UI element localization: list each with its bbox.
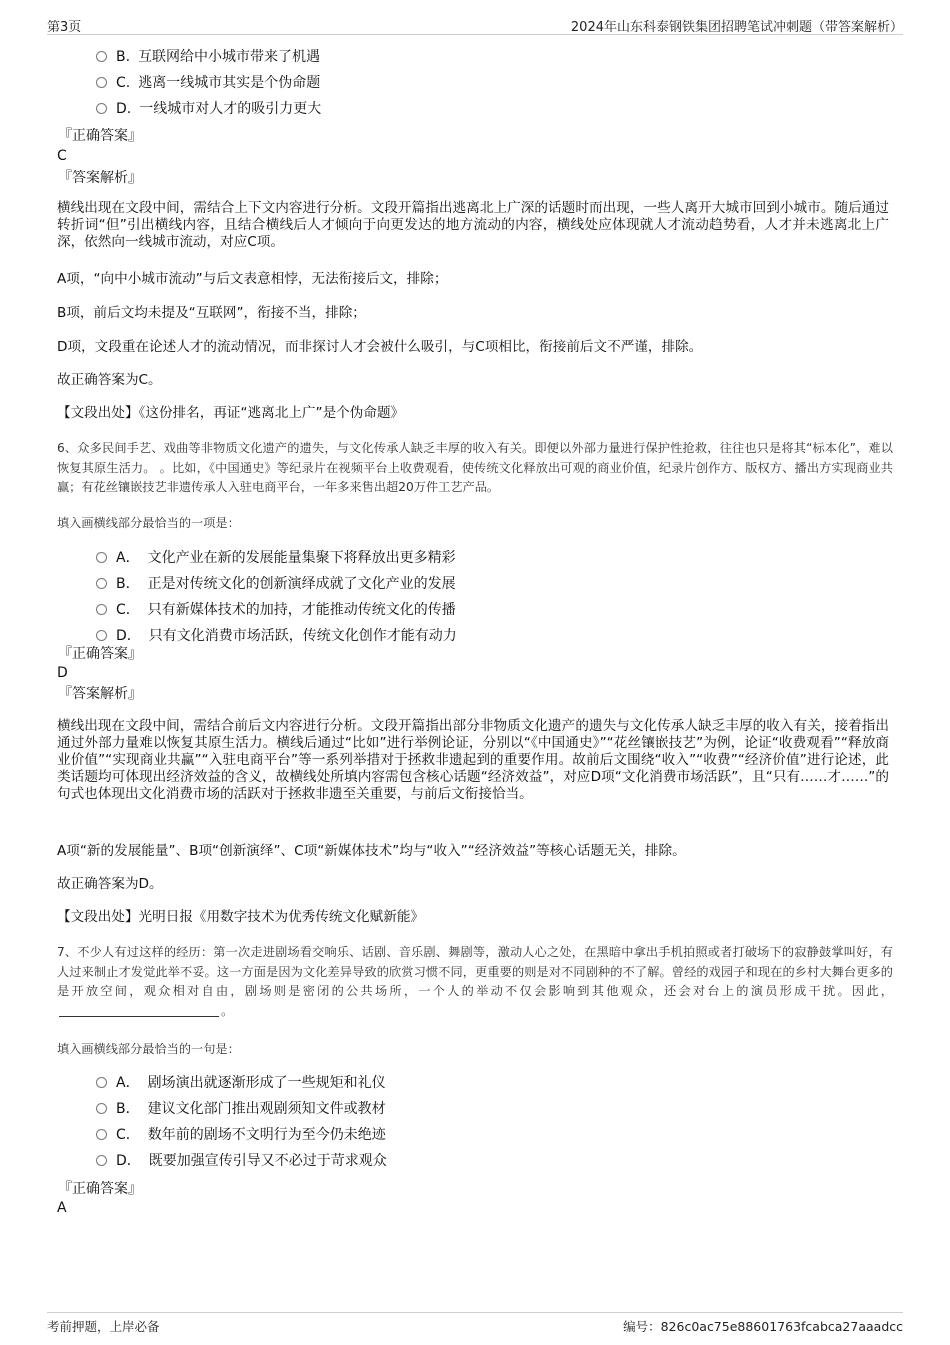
- document-title: 2024年山东科泰钢铁集团招聘笔试冲刺题（带答案解析）: [570, 20, 903, 35]
- q7-question-text: 7、不少人有过这样的经历：第一次走进剧场看交响乐、话剧、音乐剧、舞剧等，激动人心之处，在黑暗中拿出手机拍照或者打破场下的寂静鼓掌叫好，有人过来制止才发觉此举不妥。这一方面是因为文化差异导致的欣赏习惯不同，更重要的则是对不同剧种的不了解。曾经的戏园子和现在的乡村大舞台更多的是开放空间，观众相对自由，剧场则是密闭的公共场所，一个人的举动不仅会影响到其他观众，还会对台上的演员形成干扰。因此，。: [57, 945, 893, 1018]
- radio-icon[interactable]: [96, 51, 107, 62]
- q5-source: 【文段出处】《这份排名，再证“逃离北上广”是个伪命题》: [57, 405, 405, 421]
- q6-analysis-options: A项“新的发展能量”、B项“创新演绎”、C项“新媒体技术”均与“收入”“经济效益”等核心话题无关，排除。: [57, 843, 686, 859]
- q5-conclusion: 故正确答案为C。: [57, 372, 162, 388]
- page-footer: [47, 1312, 903, 1337]
- q6-conclusion: 故正确答案为D。: [57, 876, 163, 892]
- radio-icon[interactable]: [96, 578, 107, 589]
- q6-option-a[interactable]: A． 文化产业在新的发展能量集聚下将释放出更多精彩: [96, 548, 456, 568]
- q5-analysis-a: A项，“向中小城市流动”与后文表意相悖，无法衔接后文，排除；: [57, 271, 448, 287]
- radio-icon[interactable]: [96, 103, 107, 114]
- footer-slogan: 考前押题，上岸必备: [47, 1319, 160, 1334]
- radio-icon[interactable]: [96, 1155, 107, 1166]
- radio-icon[interactable]: [96, 552, 107, 563]
- q6-source: 【文段出处】光明日报《用数字技术为优秀传统文化赋新能》: [57, 909, 425, 925]
- q6-answer: D: [57, 665, 68, 681]
- page-header: [47, 14, 903, 35]
- radio-icon[interactable]: [96, 1077, 107, 1088]
- q5-option-d[interactable]: D. 一线城市对人才的吸引力更大: [96, 99, 321, 119]
- q5-answer: C: [57, 148, 67, 164]
- q5-analysis-b: B项，前后文均未提及“互联网”，衔接不当，排除；: [57, 305, 366, 321]
- document-id: 编号：826c0ac75e88601763fcabca27aaadcc: [623, 1319, 903, 1334]
- q6-analysis-main: 横线出现在文段中间，需结合前后文内容进行分析。文段开篇指出部分非物质文化遗产的遗失与文化传承人缺乏丰厚的收入有关，接着指出通过外部力量难以恢复其原生活力。横线后通过“比如”进行举例论证，分别以“《中国通史》”“花丝镶嵌技艺”为例，论证“收费观看”“释放商业价值”“实现商业共赢”“入驻电商平台”等一系列举措对于拯救非遗起到的重要作用。故前后文围绕“收入”“收费”“经济价值”进行论述，此类话题均可体现出经济效益的含义，故横线处所填内容需包含核心话题“经济效益”，对应D项“文化消费市场活跃”，且“只有……才……”的句式也体现出文化消费市场的活跃对于拯救非遗至关重要，与前后文衔接恰当。: [57, 718, 889, 802]
- q6-answer-label: 『正确答案』: [58, 646, 142, 662]
- page-number: 第3页: [47, 20, 82, 35]
- radio-icon[interactable]: [96, 1103, 107, 1114]
- q7-option-b[interactable]: B． 建议文化部门推出观剧须知文件或教材: [96, 1099, 386, 1119]
- radio-icon[interactable]: [96, 630, 107, 641]
- q5-option-b[interactable]: B. 互联网给中小城市带来了机遇: [96, 47, 320, 67]
- q7-answer: A: [57, 1200, 67, 1216]
- q6-prompt: 填入画横线部分最恰当的一项是：: [57, 516, 240, 530]
- q7-option-a[interactable]: A． 剧场演出就逐渐形成了一些规矩和礼仪: [96, 1073, 386, 1093]
- q6-option-d[interactable]: D． 只有文化消费市场活跃，传统文化创作才能有动力: [96, 626, 457, 646]
- q6-question-text: 6、众多民间手艺、戏曲等非物质文化遗产的遗失，与文化传承人缺乏丰厚的收入有关。即便以外部力量进行保护性抢救，往往也只是将其“标本化”，难以恢复其原生活力。 。比如，《中国通史》等纪录片在视频平台上收费观看，使传统文化释放出可观的商业价值，纪录片创作方、版权方、播出方实现商业共赢；有花丝镶嵌技艺非遗传承人入驻电商平台，一年多来售出超20万件工艺产品。: [57, 441, 893, 494]
- q7-option-d[interactable]: D． 既要加强宣传引导又不必过于苛求观众: [96, 1151, 387, 1171]
- q6-analysis-label: 『答案解析』: [58, 686, 142, 702]
- q6-option-b[interactable]: B． 正是对传统文化的创新演绎成就了文化产业的发展: [96, 574, 456, 594]
- answer-blank: [59, 1003, 219, 1017]
- q5-analysis-d: D项，文段重在论述人才的流动情况，而非探讨人才会被什么吸引，与C项相比，衔接前后文不严谨，排除。: [57, 339, 703, 355]
- q7-prompt: 填入画横线部分最恰当的一句是：: [57, 1042, 240, 1056]
- q7-option-c[interactable]: C． 数年前的剧场不文明行为至今仍未绝迹: [96, 1125, 386, 1145]
- radio-icon[interactable]: [96, 1129, 107, 1140]
- q6-option-c[interactable]: C． 只有新媒体技术的加持，才能推动传统文化的传播: [96, 600, 456, 620]
- radio-icon[interactable]: [96, 77, 107, 88]
- q5-answer-label: 『正确答案』: [58, 128, 142, 144]
- q5-analysis-main: 横线出现在文段中间，需结合上下文内容进行分析。文段开篇指出逃离北上广深的话题时而出现，一些人离开大城市回到小城市。随后通过转折词“但”引出横线内容，且结合横线后人才倾向于向更发达的地方流动的内容，横线处应体现就人才流动趋势看，人才并未逃离北上广深，依然向一线城市流动，对应C项。: [57, 200, 889, 250]
- radio-icon[interactable]: [96, 604, 107, 615]
- q5-option-c[interactable]: C. 逃离一线城市其实是个伪命题: [96, 73, 320, 93]
- q5-analysis-label: 『答案解析』: [58, 170, 142, 186]
- q7-answer-label: 『正确答案』: [58, 1181, 142, 1197]
